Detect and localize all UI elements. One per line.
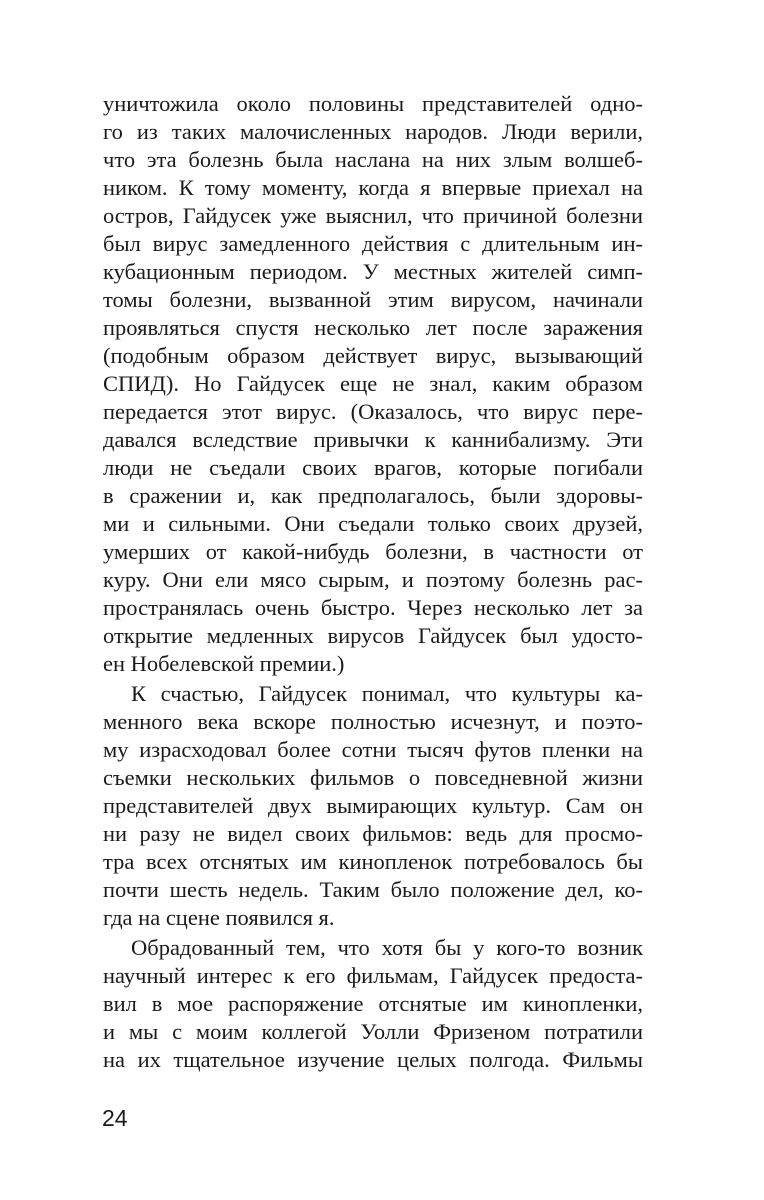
text-line: что эта болезнь была наслана на них злым волшеб- xyxy=(103,147,643,172)
text-line: томы болезни, вызванной этим вирусом, начинали xyxy=(103,287,643,312)
text-line: тра всех отснятых им кинопленок потребовалось бы xyxy=(103,849,643,874)
text-line: му израсходовал более сотни тысяч футов пленки на xyxy=(103,737,643,762)
text-line: СПИД). Но Гайдусек еще не знал, каким образом xyxy=(103,371,643,396)
text-line: проявляться спустя несколько лет после заражения xyxy=(103,315,643,340)
text-line: был вирус замедленного действия с длительным ин- xyxy=(103,231,643,256)
text-line: (подобным образом действует вирус, вызывающий xyxy=(103,343,643,368)
text-line: представителей двух вымирающих культур. Сам он xyxy=(103,793,643,818)
text-line: ником. К тому моменту, когда я впервые приехал на xyxy=(103,175,643,200)
text-line: в сражении и, как предполагалось, были здоровы- xyxy=(103,483,643,508)
text-line: передается этот вирус. (Оказалось, что вирус пере- xyxy=(103,399,643,424)
text-line: ми и сильными. Они съедали только своих друзей, xyxy=(103,511,643,536)
text-line: го из таких малочисленных народов. Люди верили, xyxy=(103,119,643,144)
text-line: ни разу не видел своих фильмов: ведь для просмо- xyxy=(103,821,643,846)
paragraph-first-line: К счастью, Гайдусек понимал, что культуры ка- xyxy=(131,681,643,706)
text-line: научный интерес к его фильмам, Гайдусек предоста- xyxy=(103,963,643,988)
text-line: уничтожила около половины представителей одно- xyxy=(103,91,643,116)
text-line: и мы с моим коллегой Уолли Фризеном потратили xyxy=(103,1019,643,1044)
paragraph-first-line: Обрадованный тем, что хотя бы у кого-то возник xyxy=(131,935,643,960)
text-line: гда на сцене появился я. xyxy=(103,905,335,930)
text-line: на их тщательное изучение целых полгода. Фильмы xyxy=(103,1047,643,1072)
text-line: умерших от какой-нибудь болезни, в частности от xyxy=(103,539,643,564)
text-line: остров, Гайдусек уже выяснил, что причиной болезни xyxy=(103,203,643,228)
text-line: кубационным периодом. У местных жителей симп- xyxy=(103,259,643,284)
text-line: пространялась очень быстро. Через несколько лет за xyxy=(103,595,643,620)
text-line: ен Нобелевской премии.) xyxy=(103,651,345,676)
text-line: менного века вскоре полностью исчезнут, и поэто- xyxy=(103,709,643,734)
text-line: съемки нескольких фильмов о повседневной жизни xyxy=(103,765,643,790)
text-line: вил в мое распоряжение отснятые им кинопленки, xyxy=(103,991,643,1016)
page-number: 24 xyxy=(102,1105,128,1131)
text-line: давался вследствие привычки к каннибализму. Эти xyxy=(103,427,643,452)
text-line: люди не съедали своих врагов, которые погибали xyxy=(103,455,643,480)
text-line: открытие медленных вирусов Гайдусек был удосто- xyxy=(103,623,643,648)
text-line: куру. Они ели мясо сырым, и поэтому болезнь рас- xyxy=(103,567,643,592)
text-line: почти шесть недель. Таким было положение дел, ко- xyxy=(103,877,643,902)
